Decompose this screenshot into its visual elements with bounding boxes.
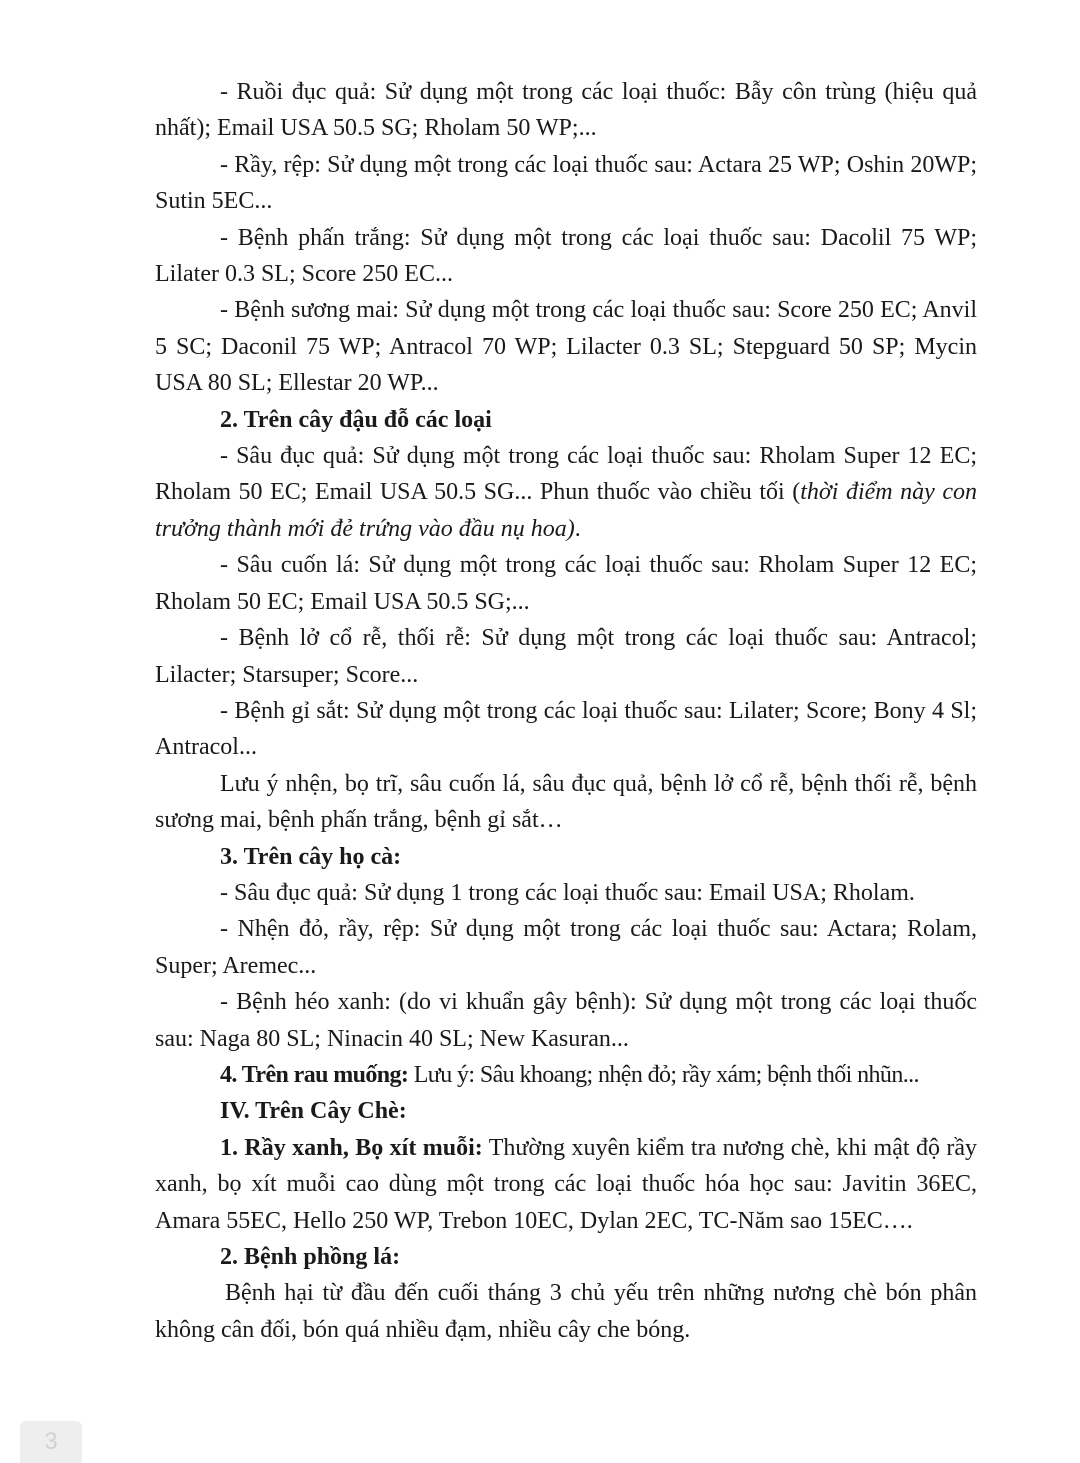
paragraph-leaf-roller: - Sâu cuốn lá: Sử dụng một trong các loại thuốc sau: Rholam Super 12 EC; Rholam 50 EC; Email USA 50.5 SG;... <box>155 552 977 615</box>
paragraph-fruit-borer: - Sâu đục quả: Sử dụng 1 trong các loại thuốc sau: Email USA; Rholam. <box>220 879 915 906</box>
paragraph-fruit-fly: - Ruồi đục quả: Sử dụng một trong các loại thuốc: Bẫy côn trùng (hiệu quả nhất); Email USA 50.5 SG; Rholam 50 WP;... <box>155 79 977 142</box>
paragraph-aphids: - Rầy, rệp: Sử dụng một trong các loại thuốc sau: Actara 25 WP; Oshin 20WP; Sutin 5EC... <box>155 151 977 215</box>
pod-borer-end: . <box>574 515 581 542</box>
paragraph-note-legumes: Lưu ý nhện, bọ trĩ, sâu cuốn lá, sâu đục quả, bệnh lở cổ rễ, bệnh thối rễ, bệnh sương mai, bệnh phấn trắng, bệnh gỉ sắt… <box>155 770 977 834</box>
green-leafhopper-text: Thường xuyên kiểm tra nương chè, khi mật độ rầy xanh, bọ xít muỗi cao dùng một trong các loại thuốc hóa học sau: Javitin 36EC, Amara 55EC, Hello 250 WP, Trebon 10EC, Dylan 2EC, TC-Năm sao 15EC…. <box>155 1134 977 1234</box>
paragraph-bacterial-wilt: - Bệnh héo xanh: (do vi khuẩn gây bệnh): Sử dụng một trong các loại thuốc sau: Naga 80 SL; Ninacin 40 SL; New Kasuran... <box>155 989 977 1052</box>
pod-borer-italic-note: thời điểm này con trưởng thành mới đẻ trứng vào đầu nụ hoa) <box>155 479 978 542</box>
heading-tea: IV. Trên Cây Chè: <box>220 1098 407 1125</box>
paragraph-pod-borer <box>155 438 977 547</box>
document-page <box>155 74 977 1348</box>
page-number: 3 <box>20 1421 82 1463</box>
heading-green-leafhopper: 1. Rầy xanh, Bọ xít muỗi: <box>220 1134 483 1161</box>
water-spinach-text: Lưu ý: Sâu khoang; nhện đỏ; rầy xám; bệnh thối nhũn... <box>408 1061 919 1088</box>
heading-blister-blight: 2. Bệnh phồng lá: <box>220 1244 401 1270</box>
heading-legumes: 2. Trên cây đậu đỗ các loại <box>220 406 492 433</box>
heading-nightshade: 3. Trên cây họ cà: <box>220 843 402 870</box>
pod-borer-text: - Sâu đục quả: Sử dụng một trong các loại thuốc sau: Rholam Super 12 EC; Rholam 50 EC; Email USA 50.5 SG... Phun thuốc vào chiều tối ( <box>155 443 977 506</box>
paragraph-rust: - Bệnh gỉ sắt: Sử dụng một trong các loại thuốc sau: Lilater; Score; Bony 4 Sl; Antracol... <box>155 697 977 761</box>
paragraph-green-leafhopper <box>155 1130 977 1239</box>
paragraph-powdery-mildew: - Bệnh phấn trắng: Sử dụng một trong các loại thuốc sau: Dacolil 75 WP; Lilater 0.3 SL; Score 250 EC... <box>155 224 977 288</box>
paragraph-water-spinach <box>155 1057 977 1093</box>
paragraph-downy-mildew: - Bệnh sương mai: Sử dụng một trong các loại thuốc sau: Score 250 EC; Anvil 5 SC; Daconil 75 WP; Antracol 70 WP; Lilacter 0.3 SL; Stepguard 50 SP; Mycin USA 80 SL; Ellestar 20 WP... <box>155 297 977 397</box>
paragraph-red-mites: - Nhện đỏ, rầy, rệp: Sử dụng một trong các loại thuốc sau: Actara; Rolam, Super; Aremec... <box>155 916 977 979</box>
paragraph-root-rot: - Bệnh lở cổ rễ, thối rễ: Sử dụng một trong các loại thuốc sau: Antracol; Lilacter; Starsuper; Score... <box>155 625 977 688</box>
heading-water-spinach: 4. Trên rau muống: <box>220 1061 409 1088</box>
paragraph-blister-blight: Bệnh hại từ đầu đến cuối tháng 3 chủ yếu trên những nương chè bón phân không cân đối, bón quá nhiều đạm, nhiều cây che bóng. <box>155 1280 977 1343</box>
